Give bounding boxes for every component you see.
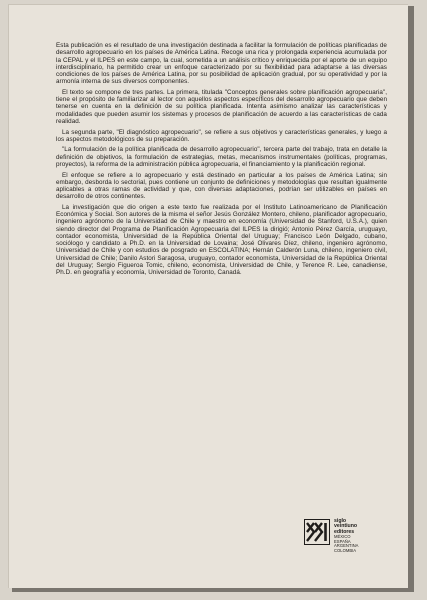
publisher-name-line1: siglo [334,518,347,524]
back-cover-text [56,42,387,280]
paragraph-authors: La investigación que dio origen a este texto fue realizada por el Instituto Latinoamericano de Planificación Económica y Social. Son autores de la misma el señor Jesús González Montero, chileno, planificador agropecuario, ingeniero agrónomo de la Universidad de Chile y maestro en economía (Universidad de Stanford, U.S.A.), quien siendo director del Programa de Planificación Agropecuaria del ILPES la dirigió; Antonio Pérez García, uruguayo, contador economista, Universidad de la República Oriental del Uruguay; Francisco León Delgado, cubano, sociólogo y candidato a Ph.D. en la Universidad de Lovaina; José Olivares Díez, chileno, ingeniero agrónomo, Universidad de Chile y con estudios de posgrado en ESCOLATINA; Hernán Calderón Luna, chileno, ingeniero civil, Universidad de Chile; Danilo Astori Saragosa, uruguayo, contador economista, Universidad de la República Oriental del Uruguay; Sergio Figueroa Tomic, chileno, economista, Universidad de Chile, y Terence R. Lee, canadiense, Ph.D. en geografía y economía, Universidad de Toronto, Canadá. [56,203,387,277]
paragraph-structure: El texto se compone de tres partes. La primera, titulada "Conceptos generales sobre planificación agropecuaria", tiene el propósito de familiarizar al lector con aquellos aspectos específicos del desarrollo agropecuario que deben tenerse en cuenta en la definición de su política planificada. Intenta asimismo analizar las características y modalidades que pueden asumir los sistemas y procesos de planificación de acuerdo a las características de cada realidad. [56,88,387,125]
publisher-name-line3: editores [334,528,355,535]
publisher-imprint [334,519,392,554]
paragraph-part-three: "La formulación de la política planificada de desarrollo agropecuario", tercera parte del trabajo, trata en detalle la definición de objetivos, la formulación de estrategias, metas, mecanismos instrumentales (políticas, programas, proyectos), la reforma de la administración pública agropecuaria, el financiamiento y la planificación regional. [56,146,387,168]
publisher-country: ARGENTINA [334,543,359,549]
publisher-country: ESPAÑA [334,538,351,544]
publisher-country: COLOMBIA [334,548,357,553]
paragraph-scope: El enfoque se refiere a lo agropecuario y está destinado en particular a los países de América Latina; sin embargo, desborda lo sectorial, pues contiene un conjunto de definiciones y metodologías que resultan igualmente aplicables a otras ramas de actividad y que, con diversas adaptaciones, podrían ser utilizables en países en desarrollo de otros continentes. [56,171,387,201]
paragraph-part-two: La segunda parte, "El diagnóstico agropecuario", se refiere a sus objetivos y características generales, y luego a los aspectos metodológicos de su preparación. [56,128,387,143]
publisher-country: MÉXICO [334,534,351,540]
publisher-name-line2: veintiuno [334,523,358,530]
siglo-xxi-logo-icon [304,519,330,545]
paragraph-intro: Esta publicación es el resultado de una investigación destinada a facilitar la formulación de políticas planificadas de desarrollo agropecuario en los países de América Latina. Recoge una rica y prolongada experiencia acumulada por la CEPAL y el ILPES en este campo, la cual, sometida a un análisis crítico y enriquecida por el aporte de un equipo interdisciplinario, ha permitido crear un enfoque caracterizado por su flexibilidad para adaptarse a las diversas condiciones de los países de América Latina, por su posibilidad de aplicación gradual, por su operatividad y por la armonía interna de sus diversos componentes. [56,42,387,86]
publisher-logo [304,517,394,565]
